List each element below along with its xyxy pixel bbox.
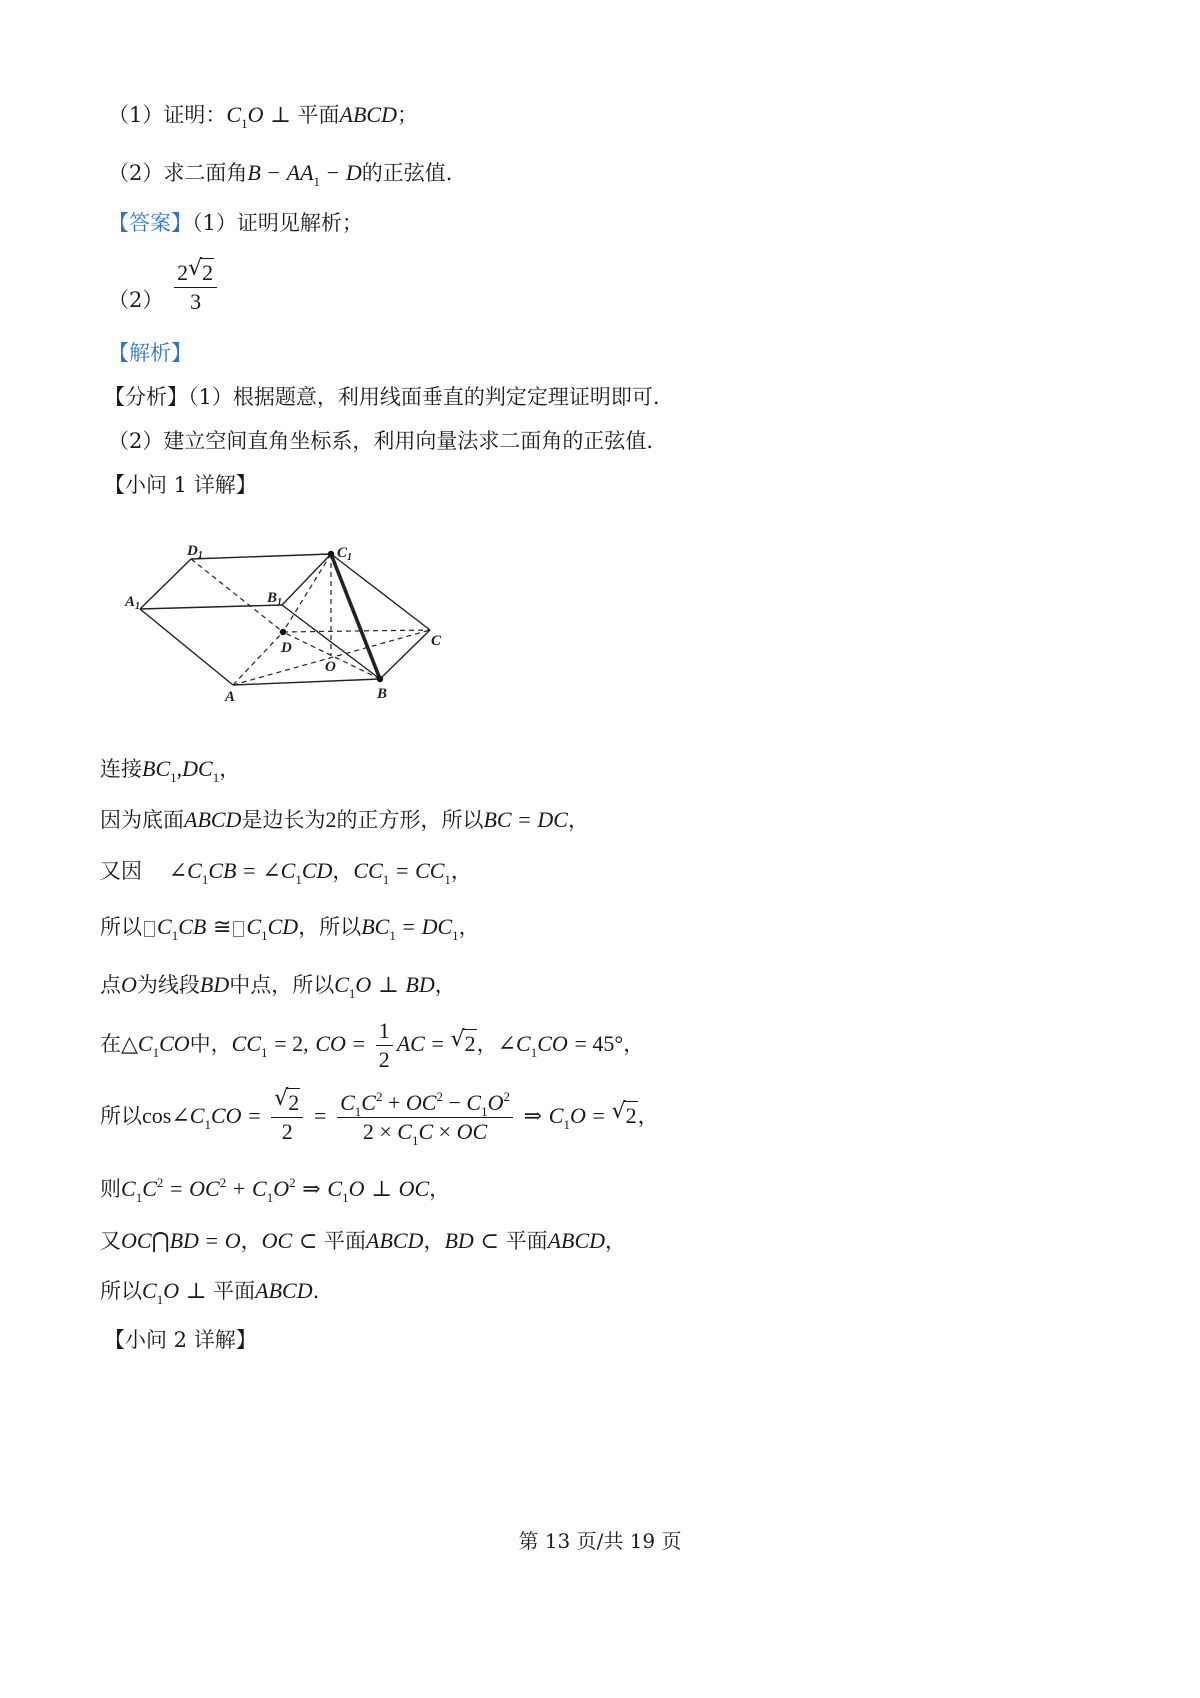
proof-line-8: 则$C_1C^2 = OC^2 + C_1O^2$ ⇒ $C_1O$ ⊥ OC， xyxy=(100,1175,451,1205)
proof-line-9: 又OC⋂BD = O，OC ⊂ 平面ABCD，BD ⊂ 平面ABCD， xyxy=(100,1228,627,1253)
answer-line-2: （2） 2 √ 2 3 xyxy=(108,262,221,313)
label-A1: $A_1$ xyxy=(125,594,141,612)
label-D: D xyxy=(281,640,292,656)
proof-line-6: 在$\triangle C_1CO$中，$CC_1 = 2$, CO = $\frac{1}{2}$ AC = √ 2，$\angle C_1CO = 45^\circ$， xyxy=(100,1018,645,1072)
label-C: C xyxy=(431,633,442,649)
proof-line-4: 所以 $C_1CB$ ≅ $C_1CD$，所以$BC_1 = DC_1$， xyxy=(100,914,480,943)
answer-tag: 【答案】 xyxy=(108,211,192,235)
fenxi-line-1: 【分析】（1）根据题意，利用线面垂直的判定定理证明即可. xyxy=(104,385,660,409)
subquestion-2-heading: 【小问 2 详解】 xyxy=(104,1328,257,1352)
edge-B1-C1 xyxy=(282,554,331,605)
proof-line-10: 所以$C_1O$ ⊥ 平面ABCD. xyxy=(100,1278,320,1307)
question-2: （2）求二面角$B - AA_1 - D$的正弦值. xyxy=(108,160,453,189)
label-C1: $C_1$ xyxy=(337,545,353,563)
edge-D1-C1 xyxy=(191,554,331,559)
edge-A-B xyxy=(233,679,380,685)
fenxi-line-2: （2）建立空间直角坐标系，利用向量法求二面角的正弦值. xyxy=(108,429,654,453)
edge-A-D xyxy=(233,632,283,685)
subquestion-1-heading: 【小问 1 详解】 xyxy=(104,473,257,497)
triangle-placeholder-glyph xyxy=(144,921,155,937)
label-D1: $D_1$ xyxy=(187,543,203,561)
proof-line-7: 所以$\cos\angle C_1CO$ = √ 2 2 = $\frac{C_1C^2 + OC^2 - C_1O^2}{2 \times C_1C \times OC}$ ⇒ $C_1O$ = √ 2， xyxy=(100,1086,659,1148)
label-B: B xyxy=(377,686,388,702)
edge-D-C xyxy=(283,630,430,632)
label-B1: $B_1$ xyxy=(267,590,283,608)
parallelepiped-figure xyxy=(115,540,460,710)
label-A: A xyxy=(225,689,236,705)
triangle-placeholder-glyph xyxy=(233,921,244,937)
point-C1 xyxy=(328,551,334,557)
proof-line-3: 又因 $\angle C_1CB$ = $\angle C_1CD$，$CC_1 = CC_1$， xyxy=(100,858,472,887)
edge-A1-B1 xyxy=(140,605,282,609)
proof-line-2: 因为底面ABCD是边长为2的正方形，所以BC = DC， xyxy=(100,807,589,832)
edge-B-C xyxy=(380,630,430,679)
edge-C1-D xyxy=(283,554,331,632)
point-D xyxy=(280,629,286,635)
proof-line-1: 连接$BC_1,DC_1$， xyxy=(100,756,241,785)
edge-A1-A xyxy=(140,609,233,685)
analysis-tag: 【解析】 xyxy=(108,341,192,365)
edge-A1-D1 xyxy=(140,559,191,609)
answer-fraction: 2 √ 2 3 xyxy=(174,262,217,313)
page-footer: 第 13 页/共 19 页 xyxy=(518,1529,682,1553)
answer-line-1: 【答案】（1）证明见解析； xyxy=(108,211,363,235)
label-O: O xyxy=(325,659,336,675)
question-1: （1）证明：$C_1O$ ⊥ 平面ABCD； xyxy=(108,102,418,131)
proof-line-5: 点O为线段BD中点，所以$C_1O$ ⊥ BD， xyxy=(100,972,456,1001)
point-B xyxy=(377,676,383,682)
